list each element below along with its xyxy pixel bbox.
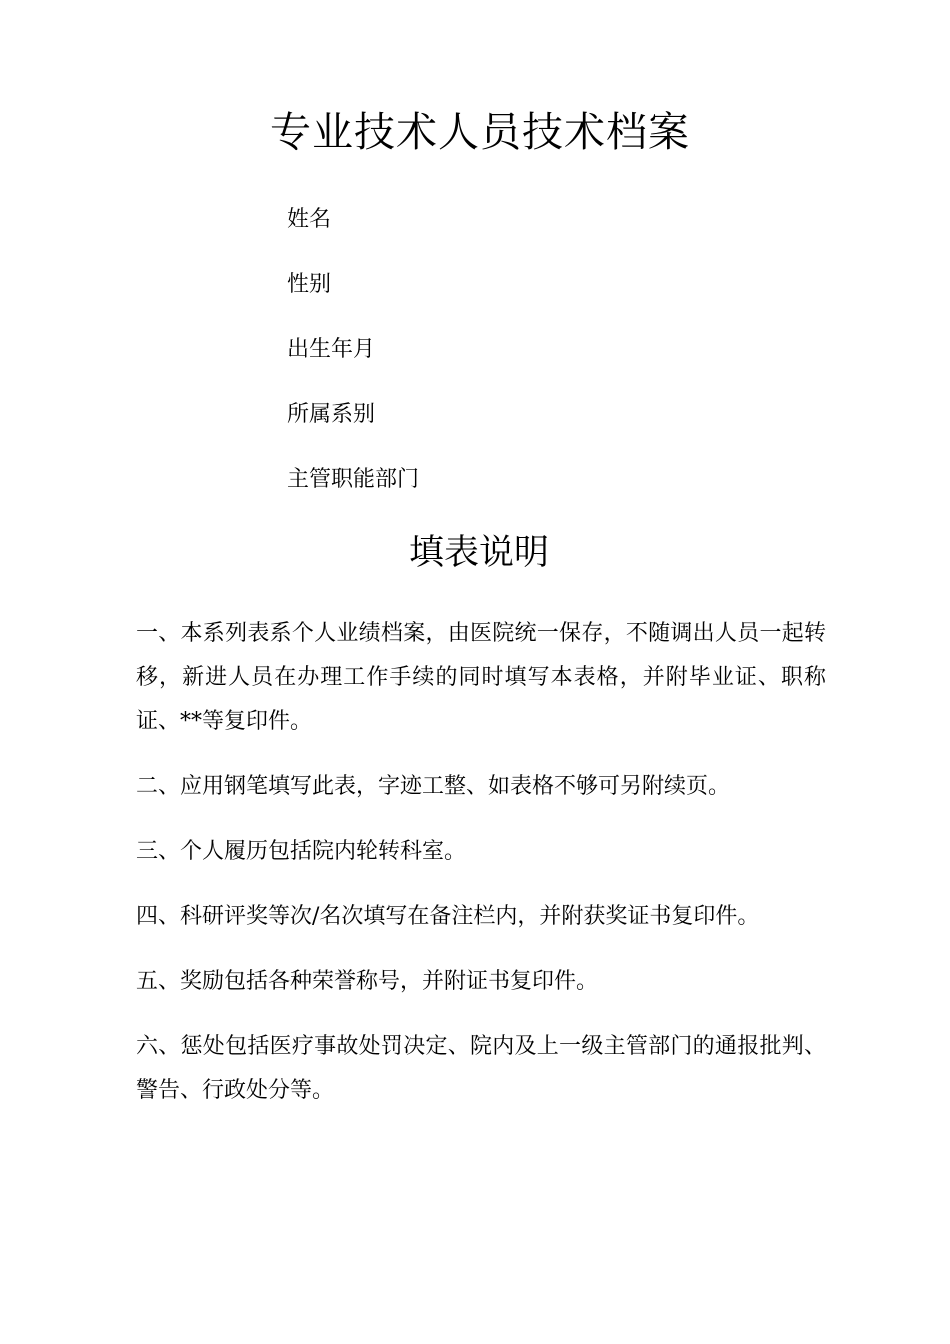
- instruction-item: 三、个人履历包括院内轮转科室。: [136, 839, 467, 864]
- instruction-item: 四、科研评奖等次/名次填写在备注栏内，并附获奖证书复印件。: [136, 904, 760, 929]
- field-birth-date-label: 出生年月: [287, 337, 376, 362]
- document-title: 专业技术人员技术档案: [270, 108, 690, 156]
- instruction-item: 五、奖励包括各种荣誉称号，并附证书复印件。: [136, 969, 599, 994]
- personal-info-fields: [287, 202, 419, 527]
- instruction-item: 一、本系列表系个人业绩档案，由医院统一保存，不随调出人员一起转移，新进人员在办理工作手续的同时填写本表格，并附毕业证、职称证、**等复印件。: [136, 621, 826, 734]
- instructions-list: [136, 612, 826, 1134]
- field-supervising-department-label: 主管职能部门: [287, 467, 420, 492]
- instructions-title: 填表说明: [408, 533, 549, 573]
- field-gender-label: 性别: [287, 272, 332, 297]
- field-name-label: 姓名: [287, 207, 332, 232]
- instruction-item: 六、惩处包括医疗事故处罚决定、院内及上一级主管部门的通报批判、警告、行政处分等。: [136, 1034, 826, 1103]
- field-department-label: 所属系别: [287, 402, 376, 427]
- instruction-item: 二、应用钢笔填写此表，字迹工整、如表格不够可另附续页。: [136, 774, 731, 799]
